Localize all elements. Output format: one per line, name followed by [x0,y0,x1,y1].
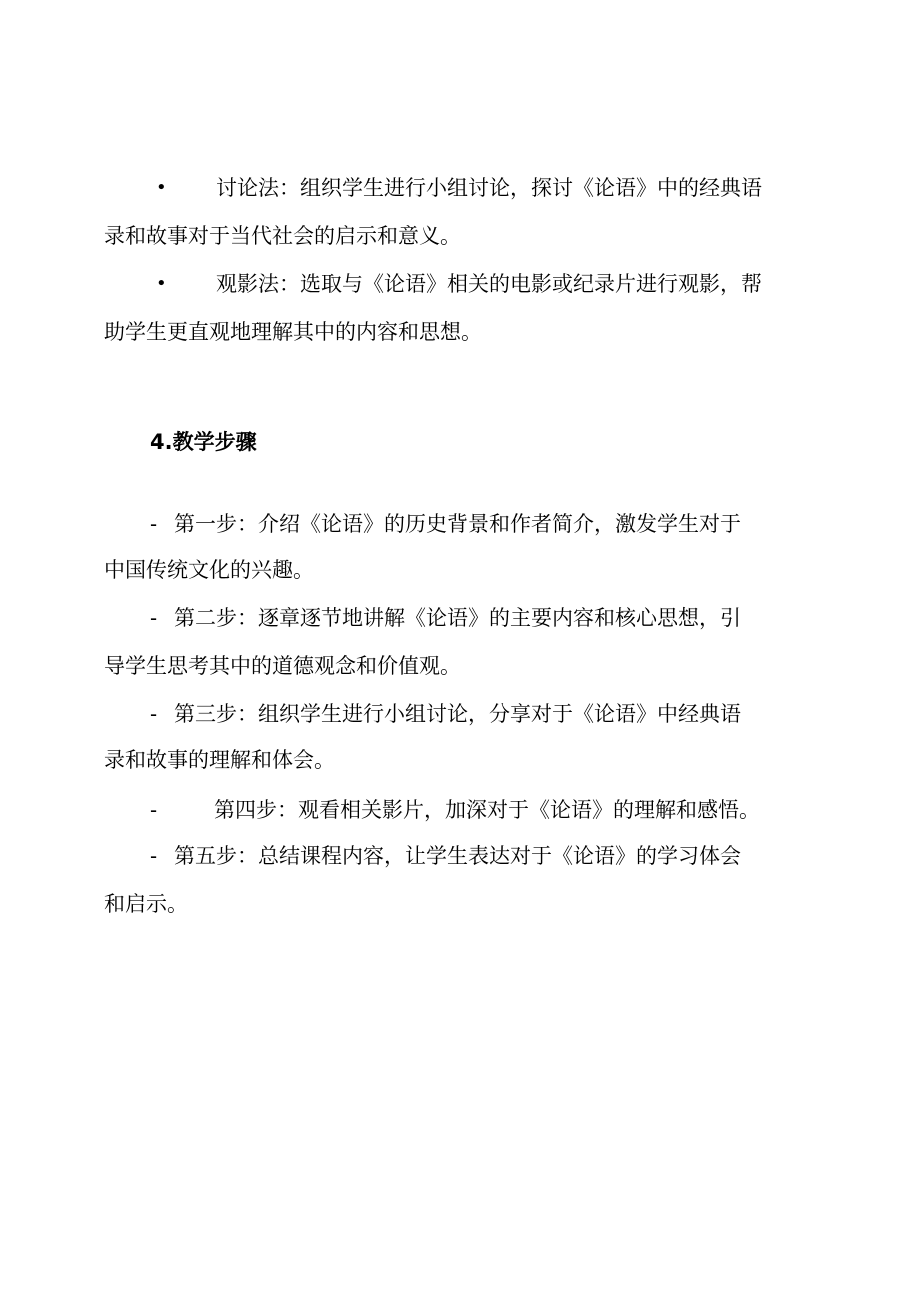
method-text-line: 助学生更直观地理解其中的内容和思想。 [104,320,482,344]
dash-marker: - [150,798,158,822]
section-title: 4.教学步骤 [150,430,257,454]
step-text-line: 录和故事的理解和体会。 [104,748,335,772]
bullet-icon: • [156,273,167,294]
method-text-line: 录和故事对于当代社会的启示和意义。 [104,224,461,248]
step-text-line: 第五步：总结课程内容，让学生表达对于《论语》的学习体会 [174,844,741,868]
bullet-icon: • [156,177,167,198]
step-text-line: 第二步：逐章逐节地讲解《论语》的主要内容和核心思想，引 [174,606,741,630]
method-text-line: 讨论法：组织学生进行小组讨论，探讨《论语》中的经典语 [216,176,762,200]
method-text-line: 观影法：选取与《论语》相关的电影或纪录片进行观影，帮 [216,272,762,296]
step-text-line: 第三步：组织学生进行小组讨论，分享对于《论语》中经典语 [174,702,741,726]
step-text-line: 中国传统文化的兴趣。 [104,558,314,582]
step-text-line: 第四步：观看相关影片，加深对于《论语》的理解和感悟。 [214,798,760,822]
dash-marker: - [150,606,158,630]
dash-marker: - [150,844,158,868]
dash-marker: - [150,512,158,536]
step-text-line: 和启示。 [104,892,188,916]
dash-marker: - [150,702,158,726]
step-text-line: 导学生思考其中的道德观念和价值观。 [104,654,461,678]
step-text-line: 第一步：介绍《论语》的历史背景和作者简介，激发学生对于 [174,512,741,536]
